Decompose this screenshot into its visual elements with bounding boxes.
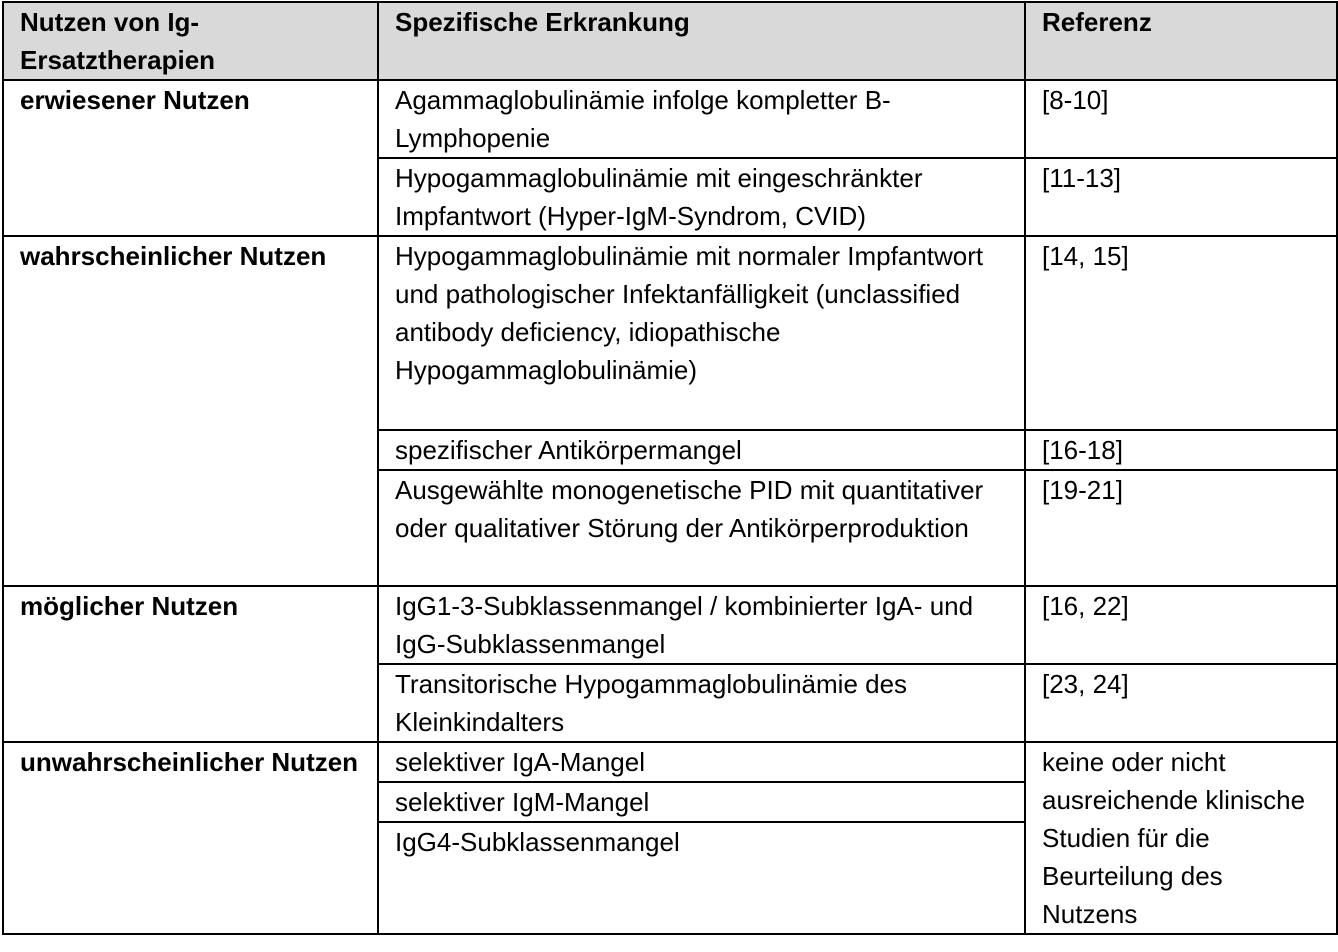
disease-cell: Ausgewählte monogenetische PID mit quantitativer oder qualitativer Störung der Antikörperproduktion bbox=[378, 470, 1025, 586]
category-cell: unwahrscheinlicher Nutzen bbox=[3, 742, 378, 934]
table-row bbox=[3, 80, 1337, 158]
category-cell: möglicher Nutzen bbox=[3, 586, 378, 742]
column-header-reference: Referenz bbox=[1025, 2, 1337, 80]
table-row bbox=[3, 742, 1337, 782]
reference-cell: [16, 22] bbox=[1025, 586, 1337, 664]
reference-cell: [14, 15] bbox=[1025, 236, 1337, 430]
table-row bbox=[3, 586, 1337, 664]
reference-cell: [16-18] bbox=[1025, 430, 1337, 470]
disease-cell: IgG1-3-Subklassenmangel / kombinierter IgA- und IgG-Subklassenmangel bbox=[378, 586, 1025, 664]
column-header-benefit: Nutzen von Ig-Ersatztherapien bbox=[3, 2, 378, 80]
benefit-table bbox=[2, 1, 1338, 935]
category-cell: erwiesener Nutzen bbox=[3, 80, 378, 236]
disease-cell: Hypogammaglobulinämie mit normaler Impfantwort und pathologischer Infektanfälligkeit (unclassified antibody deficiency, idiopathische Hypogammaglobulinämie) bbox=[378, 236, 1025, 430]
reference-cell: [11-13] bbox=[1025, 158, 1337, 236]
reference-cell: [8-10] bbox=[1025, 80, 1337, 158]
disease-cell: Agammaglobulinämie infolge kompletter B-Lymphopenie bbox=[378, 80, 1025, 158]
disease-cell: spezifischer Antikörpermangel bbox=[378, 430, 1025, 470]
disease-cell: Hypogammaglobulinämie mit eingeschränkter Impfantwort (Hyper-IgM-Syndrom, CVID) bbox=[378, 158, 1025, 236]
reference-cell: keine oder nicht ausreichende klinische Studien für die Beurteilung des Nutzens bbox=[1025, 742, 1337, 934]
disease-cell: IgG4-Subklassenmangel bbox=[378, 822, 1025, 934]
category-cell: wahrscheinlicher Nutzen bbox=[3, 236, 378, 586]
disease-cell: selektiver IgA-Mangel bbox=[378, 742, 1025, 782]
table-row bbox=[3, 236, 1337, 430]
disease-cell: Transitorische Hypogammaglobulinämie des Kleinkindalters bbox=[378, 664, 1025, 742]
column-header-disease: Spezifische Erkrankung bbox=[378, 2, 1025, 80]
reference-cell: [19-21] bbox=[1025, 470, 1337, 586]
disease-cell: selektiver IgM-Mangel bbox=[378, 782, 1025, 822]
table-header-row bbox=[3, 2, 1337, 80]
reference-cell: [23, 24] bbox=[1025, 664, 1337, 742]
